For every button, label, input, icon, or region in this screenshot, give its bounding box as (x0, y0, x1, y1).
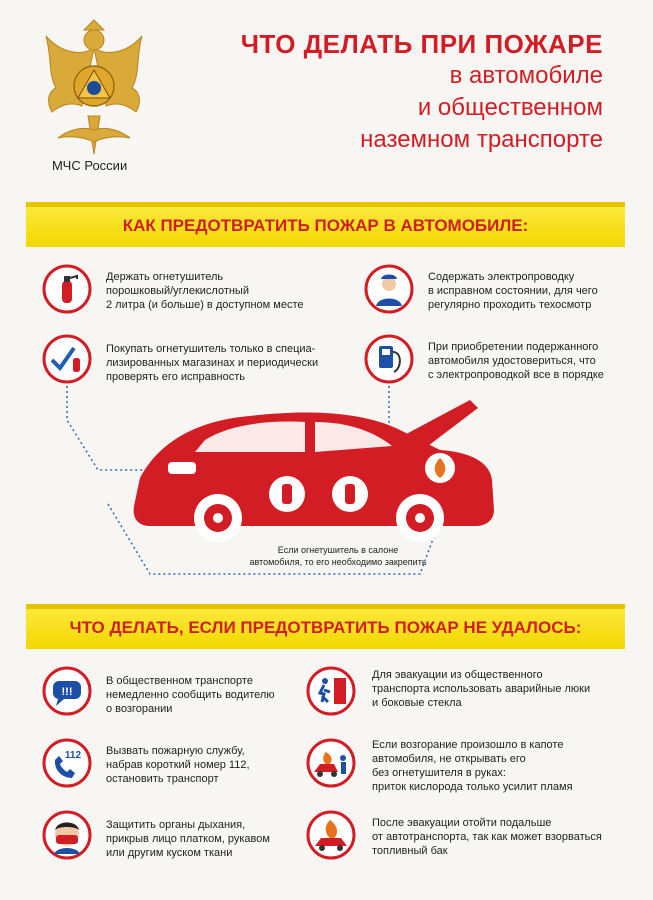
section-heading: КАК ПРЕДОТВРАТИТЬ ПОЖАР В АВТОМОБИЛЕ: (122, 216, 529, 235)
car-note: Если огнетушитель в салоне автомобиля, то его необходимо закрепить (249, 545, 427, 567)
title-line: и общественном (417, 94, 603, 121)
failed-item-text: В общественном транспорте немедленно сообщить водителю о возгорании (106, 675, 275, 715)
failed-item-text: Вызвать пожарную службу, набрав короткий номер 112, остановить транспорт (106, 745, 250, 785)
svg-text:!!!: !!! (61, 686, 73, 698)
evacuation-exit-icon (306, 666, 356, 716)
svg-text:112: 112 (64, 750, 82, 761)
prevent-item-text: Содержать электропроводку в исправном состоянии, для чего регулярно проходить техосмотр (428, 271, 598, 311)
alert-bubble-icon (42, 666, 92, 716)
failed-item-text: После эвакуации отойти подальше от автотранспорта, так как может взорваться топливный бак (372, 817, 602, 857)
car-fire-icon (306, 810, 356, 860)
phone-112-icon (42, 738, 92, 788)
prevent-item-text: При приобретении подержанного автомобиля удостовериться, что с электропроводкой все в порядке (428, 341, 604, 381)
hood-fire-icon (306, 738, 356, 788)
title-line: в автомобиле (449, 62, 603, 89)
title-line: наземном транспорте (360, 126, 603, 153)
failed-item-text: Защитить органы дыхания, прикрыв лицо платком, рукавом или другим куском ткани (106, 819, 270, 859)
title-line: ЧТО ДЕЛАТЬ ПРИ ПОЖАРЕ (240, 29, 603, 59)
failed-item-text: Если возгорание произошло в капоте автомобиля, не открывать его без огнетушителя в руках: приток кислорода только усилит пламя (372, 739, 573, 793)
prevent-item-text: Держать огнетушитель порошковый/углекислотный 2 литра (и больше) в доступном месте (106, 271, 304, 311)
org-name: МЧС России (52, 158, 128, 173)
failed-item-text: Для эвакуации из общественного транспорта использовать аварийные люки и боковые стекла (372, 669, 591, 709)
prevent-item-text: Покупать огнетушитель только в специа- лизированных магазинах и периодически проверять его исправность (106, 343, 319, 383)
section-banner-failed (26, 604, 625, 649)
face-mask-icon (42, 810, 92, 860)
section-heading: ЧТО ДЕЛАТЬ, ЕСЛИ ПРЕДОТВРАТИТЬ ПОЖАР НЕ УДАЛОСЬ: (69, 618, 582, 637)
